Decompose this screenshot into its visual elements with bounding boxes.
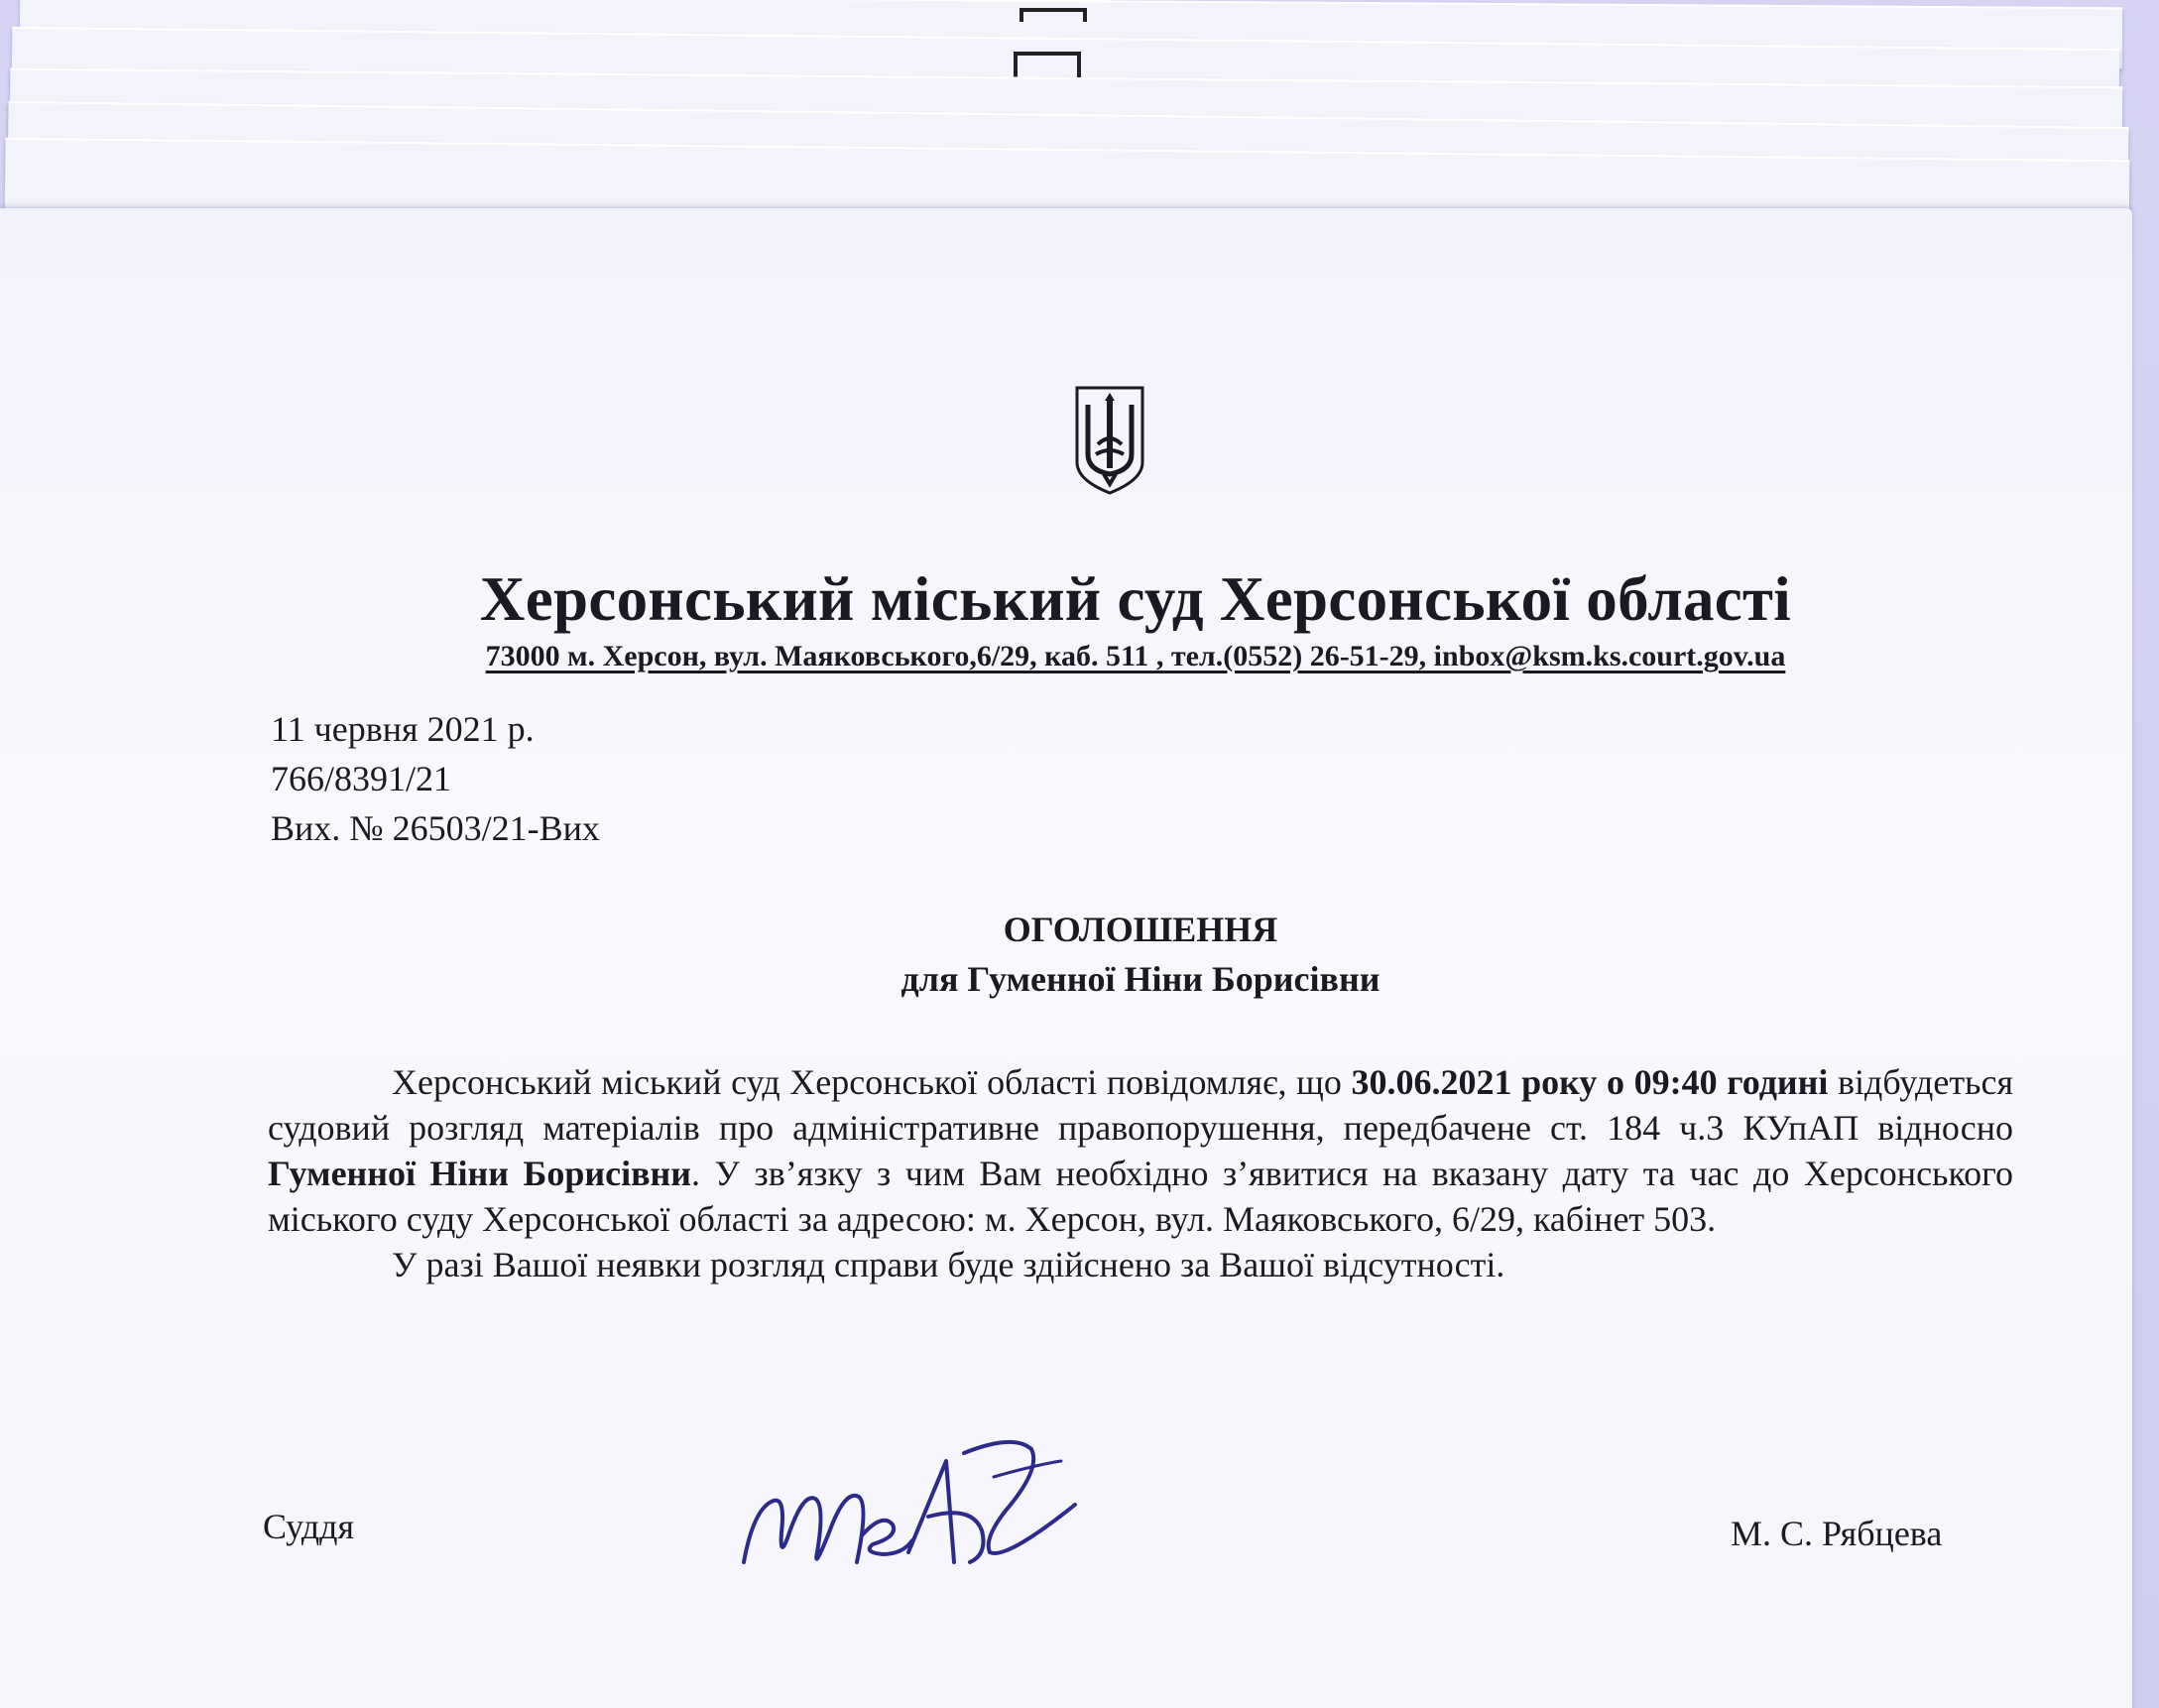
announcement-recipient: для Гуменної Ніни Борисівни <box>900 959 1380 999</box>
court-address: 73000 м. Херсон, вул. Маяковського,6/29, каб. 511 , тел.(0552) 26-51-29, inbox@ksm.ks.court.gov.ua <box>485 640 1786 672</box>
document-meta <box>271 704 600 853</box>
document-sheet <box>0 208 2132 1708</box>
document-date: 11 червня 2021 р. <box>271 709 535 749</box>
case-number: 766/8391/21 <box>271 759 452 798</box>
body-text-segment: відбудеться судовий розгляд матеріалів про адміністративне правопорушення, передбачене ст. 184 ч.3 КУпАП відносно <box>268 1062 2014 1148</box>
emblem-edge-icon <box>1020 8 1087 22</box>
handwritten-signature <box>734 1413 1091 1587</box>
judge-name: М. С. Рябцева <box>1731 1514 1943 1553</box>
recipient-name: Гуменної Ніни Борисівни <box>268 1154 692 1193</box>
body-paragraph: У разі Вашої неявки розгляд справи буде здійснено за Вашої відсутності. <box>392 1245 1505 1284</box>
hearing-datetime: 30.06.2021 року о 09:40 годині <box>1351 1062 1829 1102</box>
signature-role: Суддя <box>263 1507 355 1546</box>
announcement-title: ОГОЛОШЕННЯ <box>1003 910 1278 949</box>
outgoing-number: Вих. № 26503/21-Вих <box>271 808 600 848</box>
body-paragraph <box>268 1059 2013 1242</box>
court-title: Херсонський міський суд Херсонської області <box>479 564 1792 634</box>
body-text-segment: . У зв’язку з чим Вам необхідно з’явитися на вказану дату та час до Херсонського міського суду Херсонської області за адресою: м. Херсон, вул. Маяковського, 6/29, кабінет 503. <box>268 1154 2013 1239</box>
body-text-segment: Херсонський міський суд Херсонської області повідомляє, що <box>392 1062 1352 1102</box>
announcement-body <box>268 1059 2013 1287</box>
trident-icon <box>1074 385 1145 496</box>
